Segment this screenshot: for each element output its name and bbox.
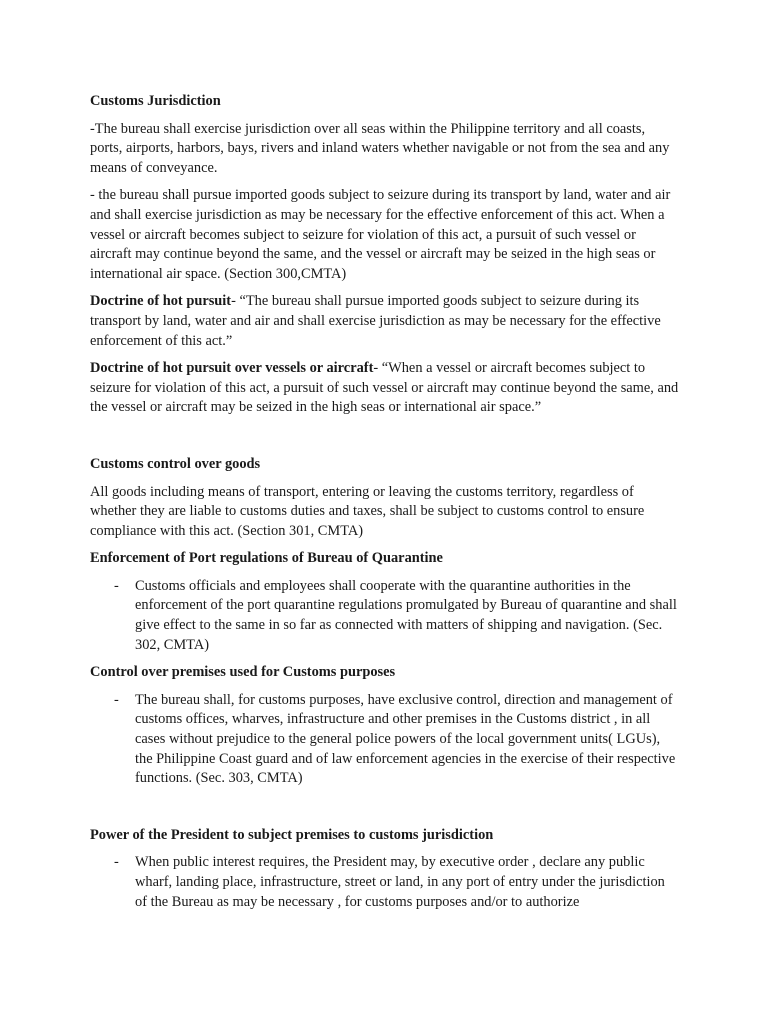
section-heading-president-power: Power of the President to subject premises to customs jurisdiction bbox=[90, 826, 494, 843]
hot-pursuit-vessels-definition: - “When a vessel or aircraft becomes subject to seizure for violation of this act, a pursuit of such vessel or aircraft may continue beyond the same, and the vessel or aircraft may be seized in the high seas or international air space.” bbox=[90, 360, 679, 416]
jurisdiction-paragraph: -The bureau shall exercise jurisdiction over all seas within the Philippine territory and all coasts, ports, airports, harbors, bays, rivers and inland waters whether navigable or not from the sea and any means of conveyance. bbox=[90, 120, 670, 176]
hot-pursuit-term: Doctrine of hot pursuit bbox=[90, 293, 232, 310]
quarantine-list-text: Customs officials and employees shall cooperate with the quarantine authorities in the enforcement of the port quarantine regulations promulgated by Bureau of quarantine and shall give effect to the same in so far as connected with matters of shipping and navigation. (Sec. 302, CMTA) bbox=[135, 577, 677, 653]
president-power-list-text: When public interest requires, the President may, by executive order , declare any public wharf, landing place, infrastructure, street or land, in any port of entry under the jurisdiction of the Bureau as may be necessary , for customs purposes and/or to authorize bbox=[135, 854, 665, 910]
hot-pursuit-vessels-paragraph bbox=[90, 359, 680, 418]
section-heading-customs-jurisdiction: Customs Jurisdiction bbox=[90, 93, 221, 109]
hot-pursuit-vessels-term: Doctrine of hot pursuit over vessels or aircraft bbox=[90, 360, 374, 377]
premises-list-text: The bureau shall, for customs purposes, have exclusive control, direction and management of customs offices, wharves, infrastructure and other premises in the Customs district , in all cases without prejudice to the general police powers of the local government units( LGUs), the Philippine Coast guard and of law enforcement agencies in the exercise of their respective functions. (Sec. 303, CMTA) bbox=[135, 691, 676, 787]
bullet-dash: - bbox=[114, 854, 119, 871]
quarantine-list-item bbox=[90, 577, 680, 655]
customs-control-paragraph: All goods including means of transport, entering or leaving the customs territory, regardless of whether they are liable to customs duties and taxes, shall be subject to customs control to ensure compliance with this act. (Section 301, CMTA) bbox=[90, 483, 645, 539]
bullet-dash: - bbox=[114, 691, 119, 708]
pursuit-paragraph: - the bureau shall pursue imported goods subject to seizure during its transport by land, water and air and shall exercise jurisdiction as may be necessary for the effective enforcement of this act. When a vessel or aircraft becomes subject to seizure for violation of this act, a pursuit of such vessel or aircraft may continue beyond the same, and the vessel or aircraft may be seized in the high seas or international air space. (Section 300,CMTA) bbox=[90, 187, 671, 282]
president-power-list-item bbox=[90, 853, 680, 912]
premises-list-item bbox=[90, 691, 680, 789]
hot-pursuit-definition: - “The bureau shall pursue imported goods subject to seizure during its transport by land, water and air and shall exercise jurisdiction as may be necessary for the effective enforcement of this act.” bbox=[90, 293, 661, 349]
bullet-dash: - bbox=[114, 577, 119, 594]
section-heading-customs-control: Customs control over goods bbox=[90, 455, 261, 472]
section-heading-quarantine: Enforcement of Port regulations of Bureau of Quarantine bbox=[90, 550, 443, 567]
document-page bbox=[90, 92, 680, 912]
section-heading-premises-control: Control over premises used for Customs purposes bbox=[90, 664, 396, 681]
hot-pursuit-paragraph bbox=[90, 292, 680, 351]
